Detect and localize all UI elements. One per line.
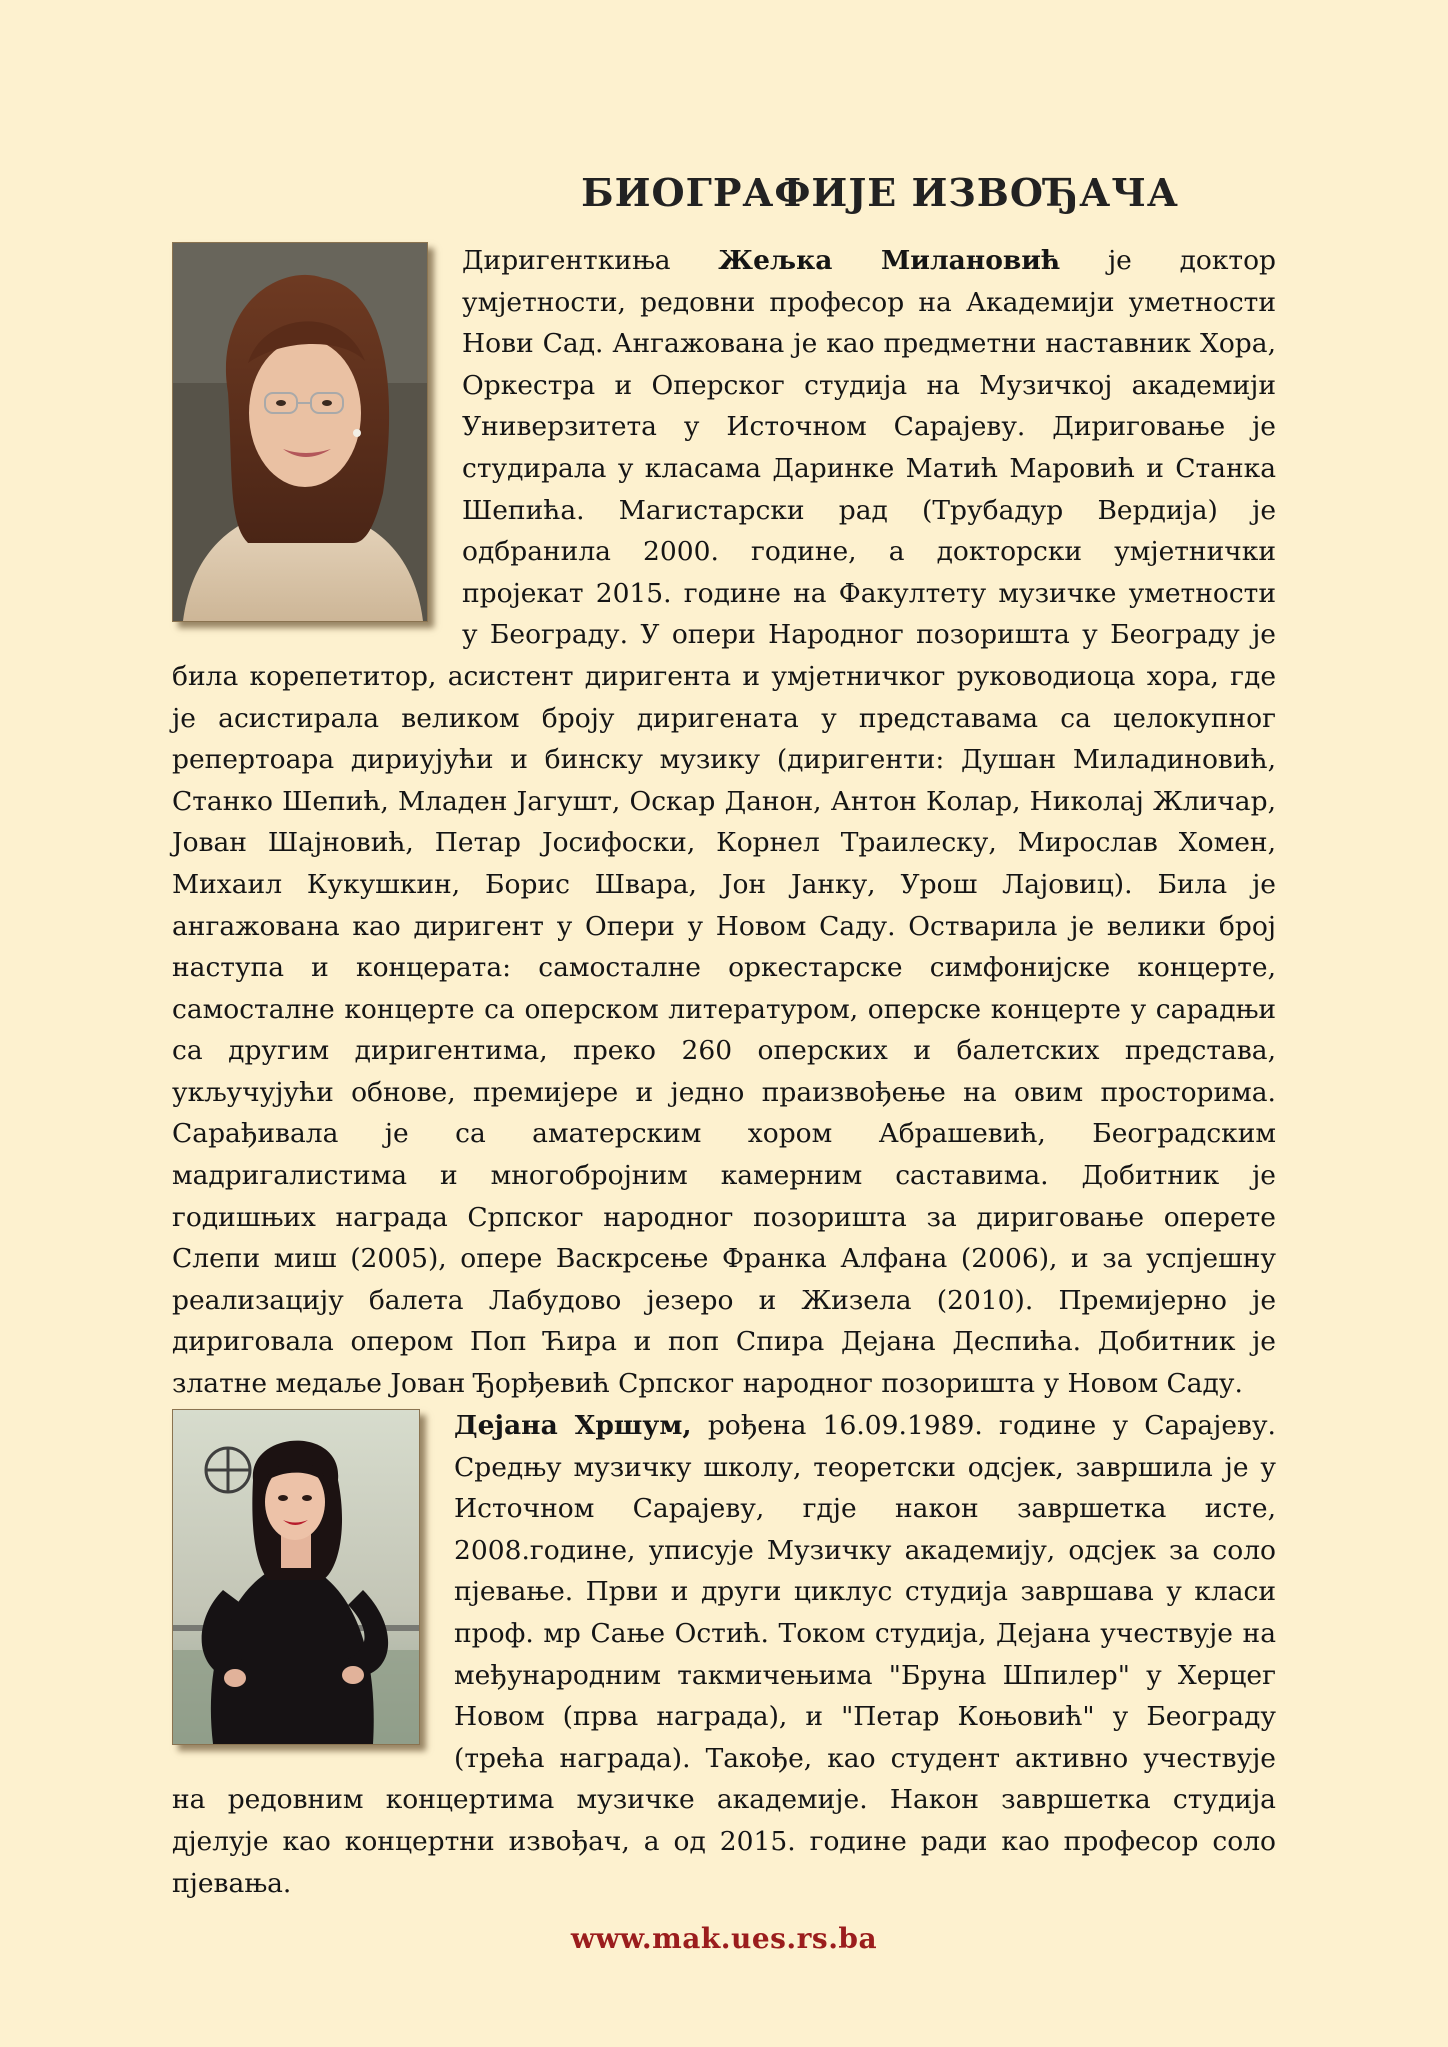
portrait-photo-zeljka-milanovic <box>172 242 428 622</box>
portrait-illustration <box>173 1410 419 1744</box>
biography-dejana-hrsum <box>172 1405 1276 1904</box>
biography-zeljka-milanovic <box>172 240 1276 1405</box>
portrait-photo-dejana-hrsum <box>172 1409 420 1745</box>
page-title: БИОГРАФИЈЕ ИЗВОЂАЧА <box>581 170 1179 215</box>
bio-prefix: Диригенткиња <box>462 245 719 276</box>
bio-text: рођена 16.09.1989. године у Сарајеву. Средњу музичку школу, теоретски одсјек, завршила је у Источном Сарајеву, гдје након завршетка исте, 2008.године, уписује Музичку академију, одсјек за соло пјевање. Први и други циклус студија завршава у класи проф. мр Сање Остић. Током студија, Дејана учествује на међународним такмичењима "Бруна Шпилер" у Херцег Новом (прва награда), и "Петар Коњовић" у Београду (трећа награда). Такође, као студент активно учествује на редовним концертима музичке академије. Након завршетка студија дјелује као концертни извођач, а од 2015. године ради као професор соло пјевања. <box>172 1410 1276 1899</box>
person-name: Дејана Хршум, <box>454 1410 692 1441</box>
portrait-illustration <box>173 243 427 621</box>
footer-website-link[interactable]: www.mak.ues.rs.ba <box>570 1922 878 1955</box>
bio-text: је доктор умјетности, редовни професор на Академији уметности Нови Сад. Ангажована је као предметни наставник Хора, Оркестра и Оперског студија на Музичкој академији Универзитета у Источном Сарајеву. Дириговање је студирала у класама Даринке Матић Маровић и Станка Шепића. Магистарски рад (Трубадур Вердија) је одбранила 2000. године, а докторски умјетнички пројекат 2015. године на Факултету музичке уметности у Београду. У опери Народног позоришта у Београду је била корепетитор, асистент диригента и умјетничког руководиоца хора, где је асистирала великом броју диригената у представама са целокупног репертоара дириујући и бинску музику (диригенти: Душан Миладиновић, Станко Шепић, Младен Јагушт, Оскар Данон, Антон Колар, Николај Жличар, Јован Шајновић, Петар Јосифоски, Корнел Траилеску, Мирослав Хомен, Михаил Кукушкин, Борис Швара, Јон Јанку, Урош Лајовиц). Била је ангажована као диригент у Опери у Новом Саду. Остварила је велики број наступа и концерата: самосталне оркестарске симфонијске концерте, самосталне концерте са оперском литературом, оперске концерте у сарадњи са другим диригентима, преко 260 оперских и балетских представа, укључујући обнове, премијере и једно праизвођење на овим просторима. Сарађивала је са аматерским хором Абрашевић, Београдским мадригалистима и многобројним камерним саставима. Добитник је годишњих награда Српског народног позоришта за дириговање оперете Слепи миш (2005), опере Васкрсење Франка Алфана (2006), и за успјешну реализацију балета Лабудово језеро и Жизела (2010). Премијерно је диригoвала опером Поп Ћира и поп Спира Дејана Деспића. Добитник је златне медаље Јован Ђорђевић Српског народног позоришта у Новом Саду. <box>172 245 1276 1400</box>
person-name: Жељка Милановић <box>718 245 1061 276</box>
